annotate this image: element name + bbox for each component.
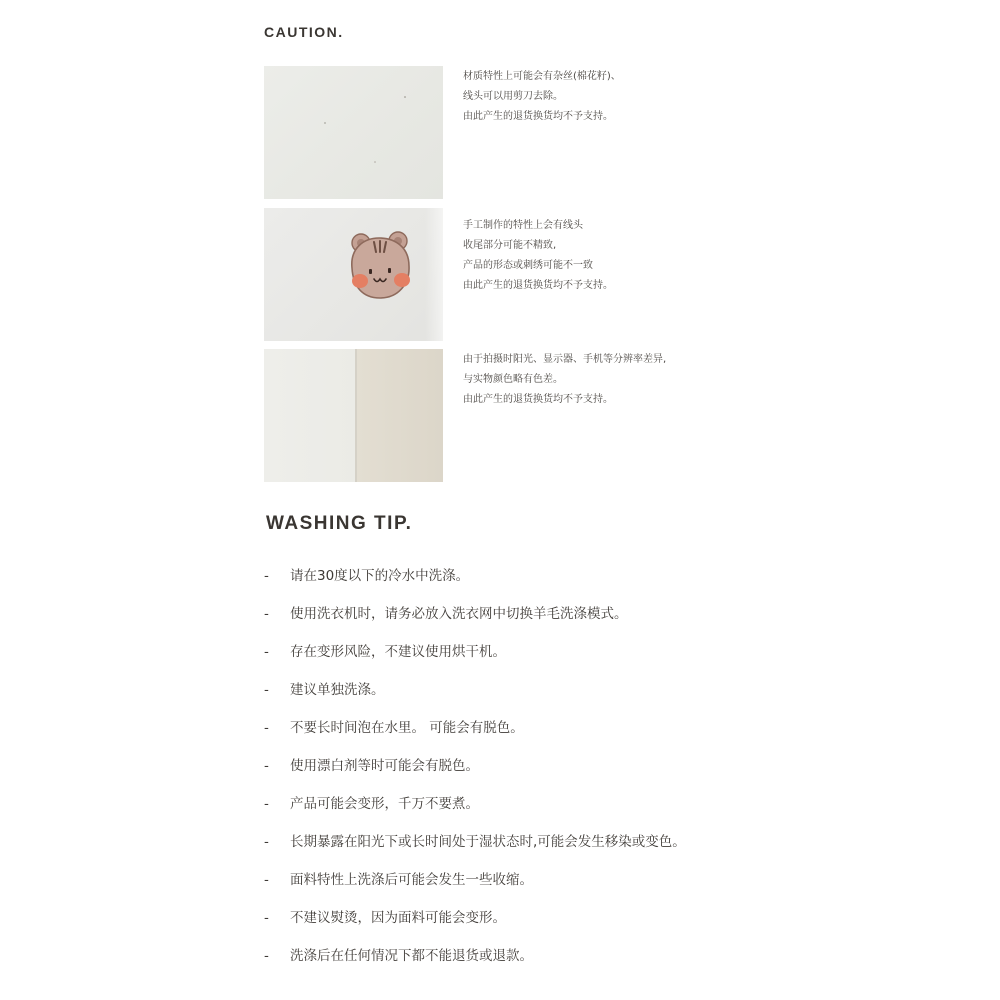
caution-line: 由此产生的退货换货均不予支持。 xyxy=(463,394,613,405)
tip-text: 不建议熨烫，因为面料可能会变形。 xyxy=(290,910,506,926)
caution-text-3 xyxy=(463,350,666,410)
tip-text: 使用洗衣机时，请务必放入洗衣网中切换羊毛洗涤模式。 xyxy=(290,606,628,622)
tip-text: 面料特性上洗涤后可能会发生一些收缩。 xyxy=(290,872,533,888)
caution-line: 与实物颜色略有色差。 xyxy=(463,374,563,385)
dash-bullet: - xyxy=(264,948,269,964)
caution-line: 产品的形态或刺绣可能不一致 xyxy=(463,260,593,271)
tip-text: 洗涤后在任何情况下都不能退货或退款。 xyxy=(290,948,533,964)
tip-text: 建议单独洗涤。 xyxy=(290,682,385,698)
caution-line: 线头可以用剪刀去除。 xyxy=(463,91,563,102)
dash-bullet: - xyxy=(264,796,269,812)
tip-text: 不要长时间泡在水里。 可能会有脱色。 xyxy=(290,720,524,736)
swatch-white xyxy=(264,349,356,482)
dash-bullet: - xyxy=(264,606,269,622)
washing-tip-title: WASHING TIP. xyxy=(266,513,413,534)
tiger-embroidery-icon xyxy=(264,208,443,341)
caution-text-2 xyxy=(463,216,613,296)
caution-line: 由此产生的退货换货均不予支持。 xyxy=(463,280,613,291)
tip-text: 请在30度以下的冷水中洗涤。 xyxy=(290,568,470,584)
embroidery-photo xyxy=(264,208,443,341)
caution-line: 由于拍摄时阳光、显示器、手机等分辨率差异, xyxy=(463,354,667,365)
swatch-divider xyxy=(355,349,357,482)
fabric-speck-photo xyxy=(264,66,443,199)
caution-text-1 xyxy=(463,67,621,127)
tip-text: 使用漂白剂等时可能会有脱色。 xyxy=(290,758,479,774)
dash-bullet: - xyxy=(264,834,269,850)
fabric-speck xyxy=(374,161,376,163)
tip-text: 长期暴露在阳光下或长时间处于湿状态时,可能会发生移染或变色。 xyxy=(290,834,686,850)
caution-line: 收尾部分可能不精致, xyxy=(463,240,557,251)
caution-line: 由此产生的退货换货均不予支持。 xyxy=(463,111,613,122)
dash-bullet: - xyxy=(264,568,269,584)
dash-bullet: - xyxy=(264,758,269,774)
dash-bullet: - xyxy=(264,910,269,926)
tip-text: 存在变形风险，不建议使用烘干机。 xyxy=(290,644,506,660)
tip-text: 产品可能会变形，千万不要煮。 xyxy=(290,796,479,812)
fabric-speck xyxy=(324,122,326,124)
dash-bullet: - xyxy=(264,720,269,736)
dash-bullet: - xyxy=(264,644,269,660)
color-difference-photo xyxy=(264,349,443,482)
caution-line: 手工制作的特性上会有线头 xyxy=(463,220,583,231)
fabric-speck xyxy=(404,96,406,98)
swatch-beige xyxy=(356,349,443,482)
caution-title: CAUTION. xyxy=(264,24,344,40)
dash-bullet: - xyxy=(264,872,269,888)
dash-bullet: - xyxy=(264,682,269,698)
caution-line: 材质特性上可能会有杂丝(棉花籽)、 xyxy=(463,71,621,82)
